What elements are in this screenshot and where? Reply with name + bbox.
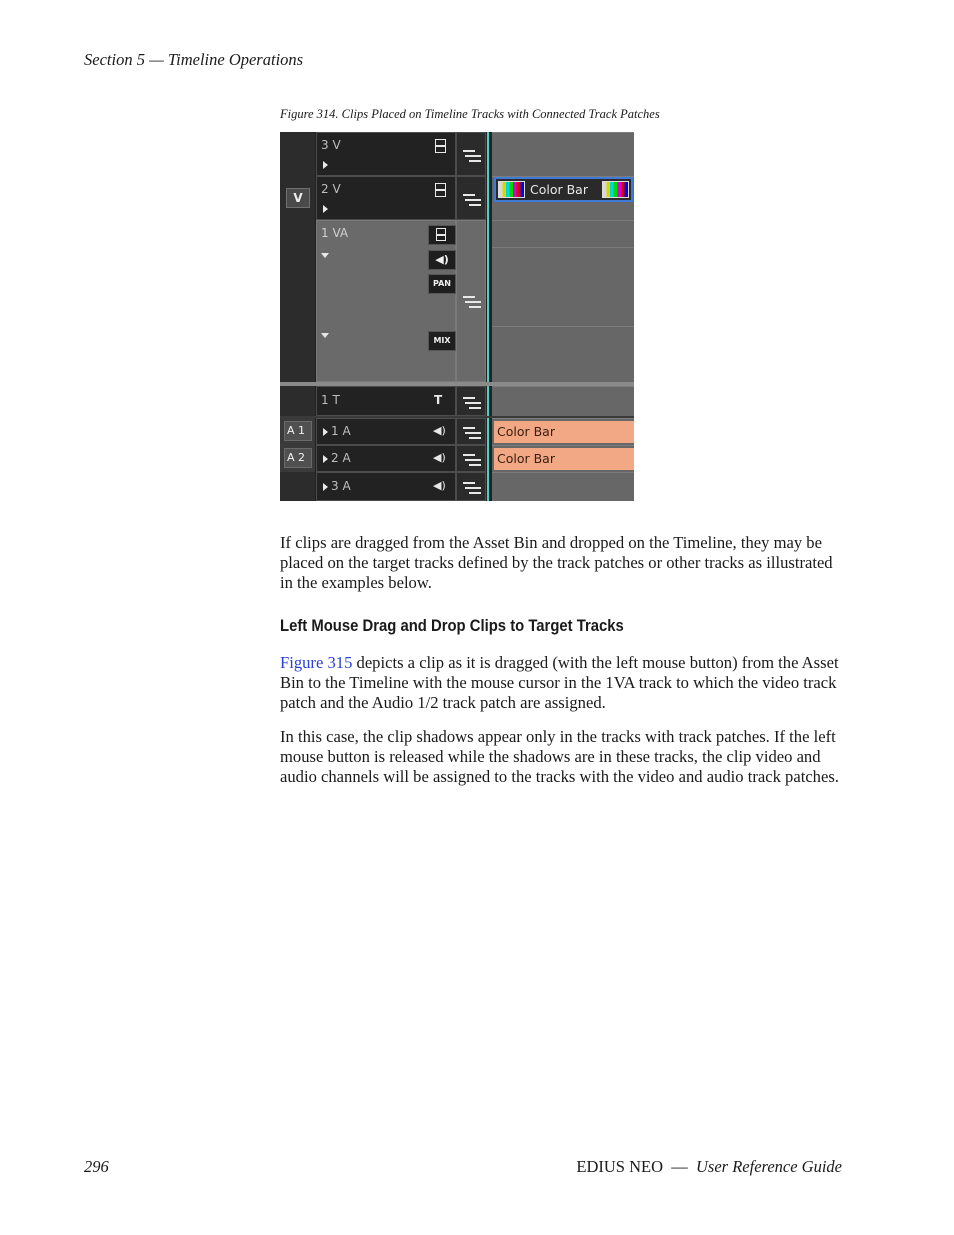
track-patch-3v[interactable] [456, 132, 486, 176]
track-patch-2a[interactable] [456, 445, 486, 472]
track-row-1a [280, 418, 634, 445]
video-film-icon[interactable] [435, 183, 446, 197]
speaker-icon[interactable]: ◀) [433, 479, 446, 492]
paragraph-text: depicts a clip as it is dragged (with the left mouse button) from the Asset Bin to the Timeline with the mouse cursor in the 1VA track to which the video track patch and the Audio 1/2 track patch are assigned. [280, 653, 839, 713]
timeline-figure [280, 132, 634, 501]
clip-label: Color Bar [530, 182, 588, 197]
track-name: 2 A [331, 451, 351, 465]
audio-source-patch-1[interactable]: A 1 [284, 421, 312, 441]
track-patch-3a[interactable] [456, 472, 486, 501]
track-header-2a[interactable] [316, 445, 456, 472]
page-number: 296 [84, 1157, 109, 1176]
patch-arrows-icon [463, 452, 481, 466]
patch-arrows-icon [463, 148, 481, 162]
track-header-1va[interactable] [316, 220, 456, 382]
track-row-3a [280, 472, 634, 501]
track-name: 1 A [331, 424, 351, 438]
track-row-2v [280, 176, 634, 220]
speaker-icon[interactable]: ◀) [433, 424, 446, 437]
audio-toggle-button[interactable] [428, 250, 456, 270]
track-patch-1va[interactable] [456, 220, 486, 382]
track-name: 1 T [321, 393, 340, 407]
video-film-icon[interactable] [435, 139, 446, 153]
track-area-1a[interactable] [492, 418, 634, 445]
track-area-3a[interactable] [492, 472, 634, 501]
track-area-2v[interactable] [492, 176, 634, 220]
patch-arrows-icon [463, 425, 481, 439]
figure-caption: Figure 314. Clips Placed on Timeline Tracks with Connected Track Patches [280, 107, 660, 121]
expand-arrow-icon[interactable] [323, 428, 328, 436]
track-header-3a[interactable] [316, 472, 456, 501]
track-patch-2v[interactable] [456, 176, 486, 220]
expand-arrow-icon[interactable] [323, 161, 328, 169]
patch-arrows-icon [463, 192, 481, 206]
mix-button[interactable]: MIX [428, 331, 456, 351]
paragraph-intro: If clips are dragged from the Asset Bin and dropped on the Timeline, they may be placed on the target tracks defined by the track patches or other tracks as illustrated in the examples below. [280, 533, 833, 593]
pan-button[interactable]: PAN [428, 274, 456, 294]
track-area-3v[interactable] [492, 132, 634, 176]
track-header-1a[interactable] [316, 418, 456, 445]
track-name: 3 A [331, 479, 351, 493]
expand-arrow-icon[interactable] [323, 205, 328, 213]
track-header-2v[interactable] [316, 176, 456, 220]
patch-arrows-icon [463, 395, 481, 409]
footer-separator: — [671, 1157, 688, 1176]
section-heading: Left Mouse Drag and Drop Clips to Target Tracks [280, 617, 624, 635]
collapse-arrow-icon[interactable] [321, 333, 329, 338]
video-film-icon [436, 228, 446, 241]
track-patch-1a[interactable] [456, 418, 486, 445]
track-row-2a [280, 445, 634, 472]
track-patch-1t[interactable] [456, 386, 486, 416]
audio-clip[interactable]: Color Bar [494, 448, 634, 470]
video-source-patch[interactable]: V [286, 188, 310, 208]
running-footer [576, 1157, 842, 1177]
paragraph-figure-ref [280, 653, 845, 714]
track-name: 2 V [321, 182, 341, 196]
color-bars-icon [498, 181, 525, 198]
patch-arrows-icon [463, 294, 481, 308]
audio-source-patch-2[interactable]: A 2 [284, 448, 312, 468]
track-row-1va [280, 220, 634, 382]
video-toggle-button[interactable] [428, 225, 456, 245]
track-area-1va[interactable] [492, 220, 634, 382]
expand-arrow-icon[interactable] [323, 483, 328, 491]
paragraph-shadows: In this case, the clip shadows appear only in the tracks with track patches. If the left mouse button is released while the shadows are in these tracks, the clip video and audio channels will be assigned to the tracks with the video and audio track patches. [280, 727, 839, 787]
track-area-1t[interactable] [492, 386, 634, 416]
track-name: 1 VA [321, 226, 349, 240]
track-area-2a[interactable] [492, 445, 634, 472]
track-header-1t[interactable] [316, 386, 456, 416]
figure-315-link[interactable]: Figure 315 [280, 653, 353, 672]
running-header: Section 5 — Timeline Operations [84, 50, 304, 69]
audio-clip[interactable]: Color Bar [494, 421, 634, 443]
source-patch-column [280, 176, 316, 220]
video-clip[interactable] [494, 177, 633, 202]
expand-arrow-icon[interactable] [323, 455, 328, 463]
track-name: 3 V [321, 138, 341, 152]
collapse-arrow-icon[interactable] [321, 253, 329, 258]
guide-title: User Reference Guide [696, 1157, 842, 1176]
track-row-3v [280, 132, 634, 176]
title-t-icon[interactable]: T [434, 393, 443, 407]
speaker-icon: ◀) [435, 253, 449, 266]
color-bars-icon [602, 181, 629, 198]
speaker-icon[interactable]: ◀) [433, 451, 446, 464]
patch-arrows-icon [463, 480, 481, 494]
track-row-1t [280, 386, 634, 416]
track-header-3v[interactable] [316, 132, 456, 176]
product-name: EDIUS NEO [576, 1157, 663, 1176]
